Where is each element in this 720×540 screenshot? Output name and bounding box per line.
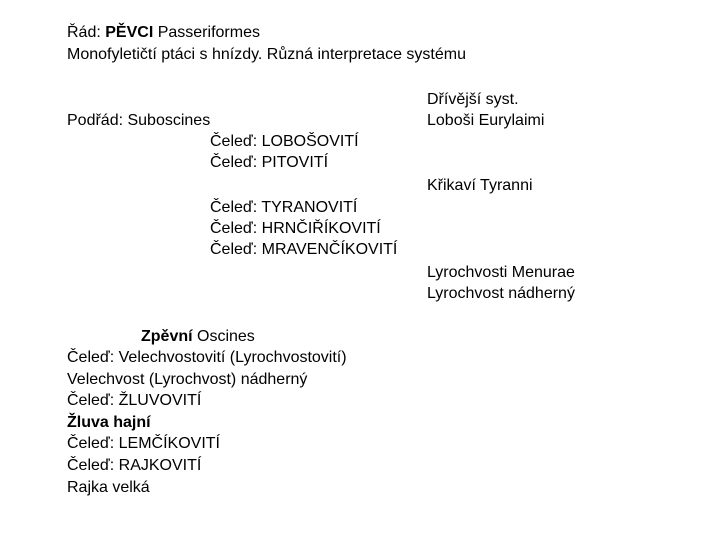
oscines-line: Čeleď: RAJKOVITÍ — [67, 457, 202, 474]
order-description: Monofyletičtí ptáci s hnízdy. Různá interpretace systému — [67, 46, 466, 63]
suborder-oscines — [141, 326, 255, 347]
suborder-oscines-latin: Oscines — [192, 328, 255, 345]
family-line: Čeleď: PITOVITÍ — [210, 154, 329, 171]
oscines-line: Rajka velká — [67, 479, 150, 496]
order-title — [67, 22, 260, 43]
suborder-oscines-bold: Zpěvní — [141, 328, 193, 345]
order-name-bold: PĚVCI — [105, 24, 154, 41]
order-prefix: Řád: — [67, 24, 106, 41]
oscines-line: Čeleď: Velechvostovití (Lyrochvostovití) — [67, 349, 347, 366]
older-system-lyrochvosti: Lyrochvosti Menurae — [427, 264, 575, 281]
older-system-lobosi: Loboši Eurylaimi — [427, 112, 545, 129]
oscines-line: Čeleď: ŽLUVOVITÍ — [67, 392, 202, 409]
older-system-title: Dřívější syst. — [427, 91, 519, 108]
order-latin: Passeriformes — [153, 24, 260, 41]
family-line: Čeleď: MRAVENČÍKOVITÍ — [210, 241, 398, 258]
oscines-line: Žluva hajní — [67, 414, 151, 431]
family-line: Čeleď: HRNČIŘÍKOVITÍ — [210, 220, 381, 237]
older-system-krikavi: Křikaví Tyranni — [427, 177, 533, 194]
oscines-line: Čeleď: LEMČÍKOVITÍ — [67, 435, 220, 452]
oscines-line: Velechvost (Lyrochvost) nádherný — [67, 371, 308, 388]
suborder-suboscines: Podřád: Suboscines — [67, 112, 211, 129]
older-system-lyrochvost: Lyrochvost nádherný — [427, 285, 575, 302]
family-line: Čeleď: LOBOŠOVITÍ — [210, 133, 359, 150]
family-line: Čeleď: TYRANOVITÍ — [210, 199, 358, 216]
